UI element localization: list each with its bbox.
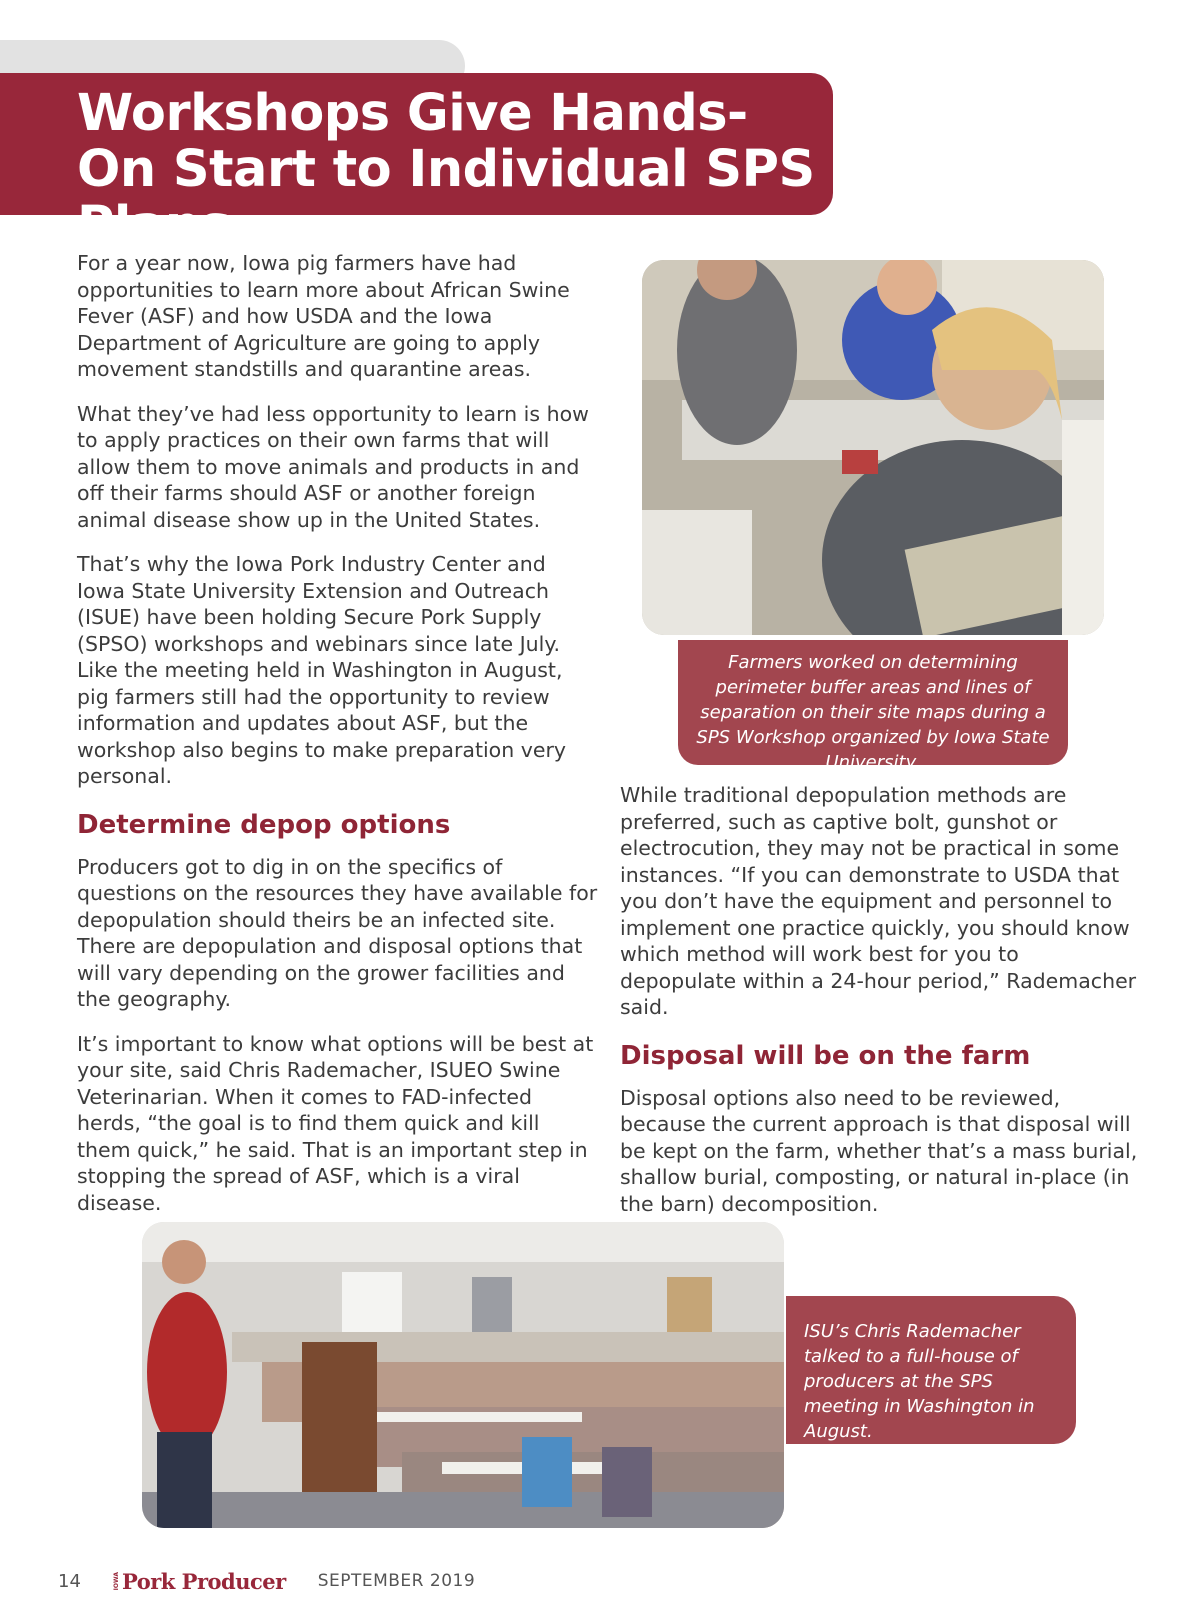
section-heading-depop: Determine depop options bbox=[77, 809, 451, 840]
right-column bbox=[620, 782, 1140, 1235]
body-paragraph: What they’ve had less opportunity to learn is how to apply practices on their own farms that will allow them to move animals and products in and off their farms should ASF or another foreign animal disease show up in the United States. bbox=[77, 401, 589, 532]
body-paragraph: For a year now, Iowa pig farmers have had opportunities to learn more about African Swine Fever (ASF) and how USDA and the Iowa Department of Agriculture are going to apply movement standstills and quarantine areas. bbox=[77, 251, 570, 381]
page-footer bbox=[58, 1566, 475, 1596]
workshop-photo bbox=[642, 260, 1104, 635]
photo-caption: Farmers worked on determining perimeter buffer areas and lines of separation on their site maps during a SPS Workshop organized by Iowa State University. bbox=[678, 640, 1068, 765]
body-paragraph: That’s why the Iowa Pork Industry Center and Iowa State University Extension and Outreach (ISUE) have been holding Secure Pork Supply (SPSO) workshops and webinars since late July. Like the meeting held in Washington in August, pig farmers still had the opportunity to review information and updates about ASF, but the workshop also begins to make preparation very personal. bbox=[77, 552, 567, 788]
section-heading-disposal: Disposal will be on the farm bbox=[620, 1040, 1031, 1071]
pork-producer-logo bbox=[113, 1569, 286, 1594]
logo-text: Pork Producer bbox=[122, 1568, 286, 1594]
meeting-photo bbox=[142, 1222, 784, 1528]
logo-state-label: IOWA bbox=[113, 1571, 120, 1591]
page-number: 14 bbox=[58, 1570, 81, 1592]
body-paragraph: Disposal options also need to be reviewed, because the current approach is that disposal will be kept on the farm, whether that’s a mass burial, shallow burial, composting, or natural in-place (in the barn) decomposition. bbox=[620, 1085, 1138, 1216]
body-paragraph: Producers got to dig in on the specifics of questions on the resources they have available for depopulation should theirs be an infected site. There are depopulation and disposal options that will vary depending on the grower facilities and the geography. bbox=[77, 854, 598, 1011]
body-paragraph: While traditional depopulation methods are preferred, such as captive bolt, gunshot or electrocution, they may not be practical in some instances. “If you can demonstrate to USDA that you don’t have the equipment and personnel to implement one practice quickly, you should know which method will work best for you to depopulate within a 24-hour period,” Rademacher said. bbox=[620, 783, 1137, 1019]
left-column bbox=[77, 250, 599, 1234]
issue-date: SEPTEMBER 2019 bbox=[317, 1571, 476, 1591]
photo-caption: ISU’s Chris Rademacher talked to a full-house of producers at the SPS meeting in Washington in August. bbox=[786, 1296, 1076, 1444]
body-paragraph: It’s important to know what options will be best at your site, said Chris Rademacher, ISUEO Swine Veterinarian. When it comes to FAD-infected herds, “the goal is to find them quick and kill them quick,” he said. That is an important step in stopping the spread of ASF, which is a viral disease. bbox=[77, 1031, 594, 1215]
article-title: Workshops Give Hands-On Start to Individual SPS Plans bbox=[77, 84, 815, 255]
